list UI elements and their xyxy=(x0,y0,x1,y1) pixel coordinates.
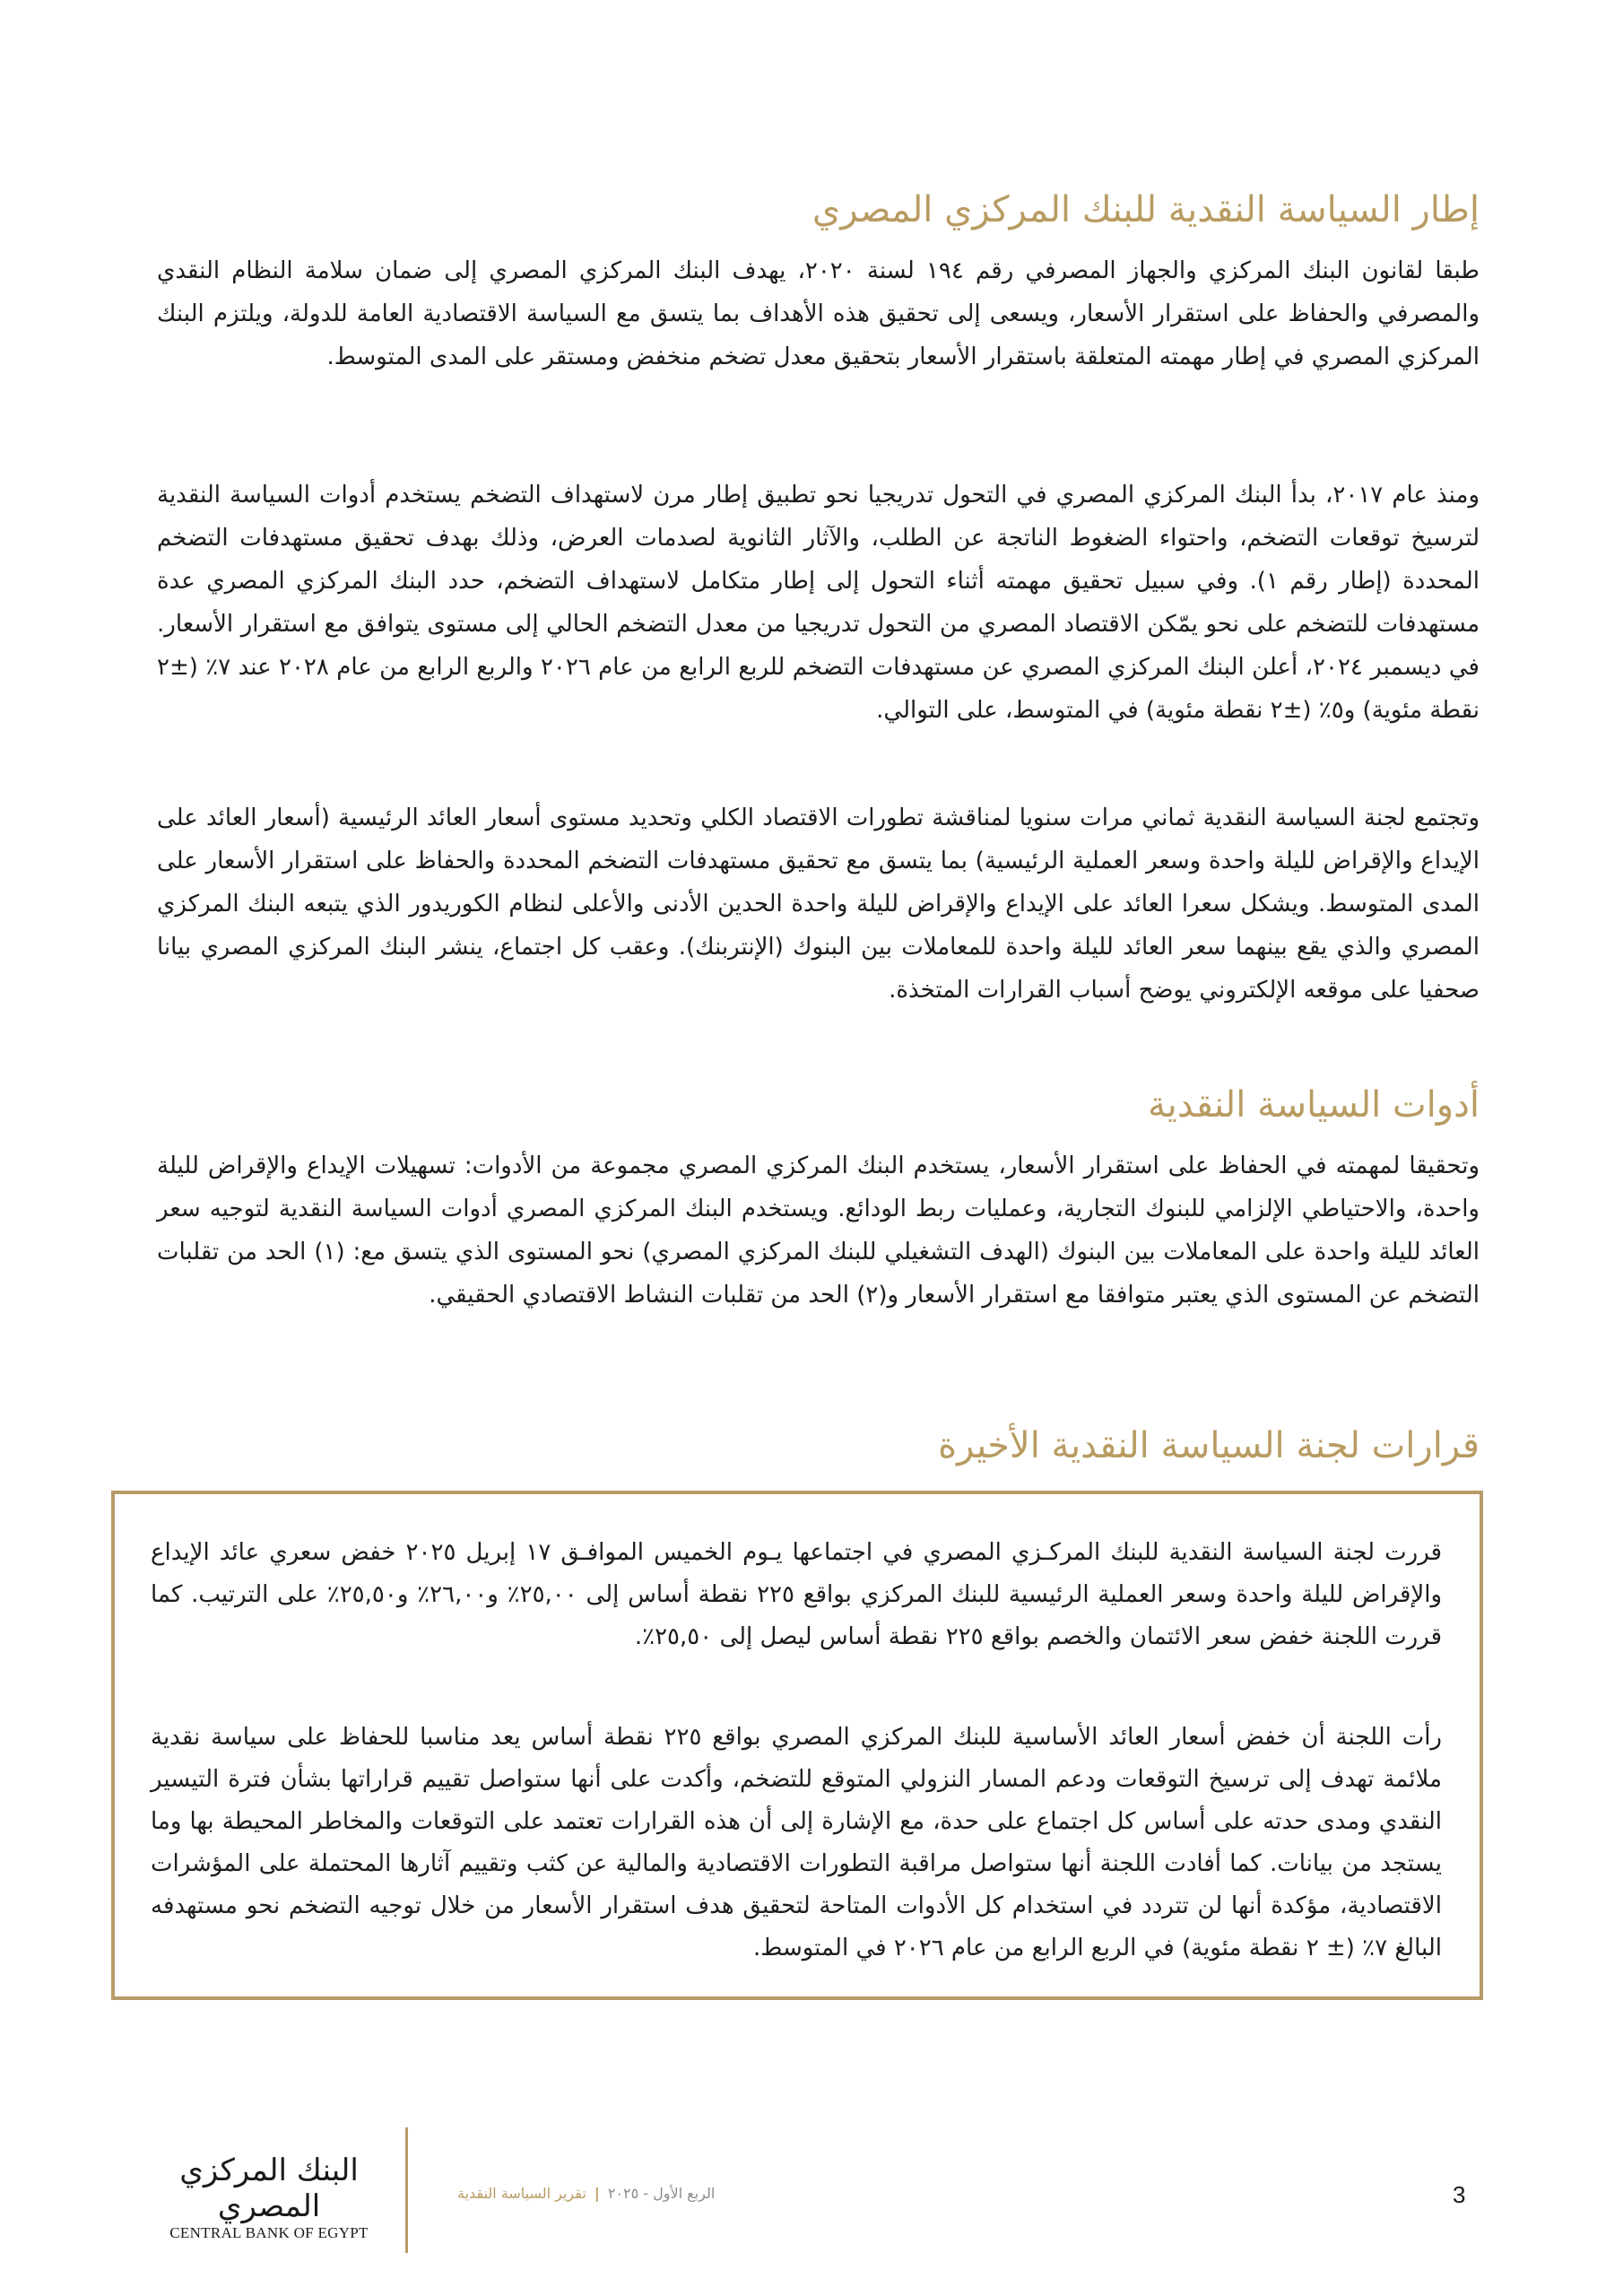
decisions-paragraph-2: رأت اللجنة أن خفض أسعار العائد الأساسية للبنك المركزي المصري بواقع ٢٢٥ نقطة أساس يعد مناسبا للحفاظ على سياسة نقدية ملائمة تهدف إلى ترسيخ التوقعات ودعم المسار النزولي المتوقع للتضخم، وأكدت على أنها ستواصل تقييم قراراتها بشأن فترة التيسير النقدي ومدى حدته على أساس كل اجتماع على حدة، مع الإشارة إلى أن هذه القرارات تعتمد على التوقعات والمخاطر المحيطة بها وما يستجد من بيانات. كما أفادت اللجنة أنها ستواصل مراقبة التطورات الاقتصادية والمالية عن كثب وتقييم آثارها المحتملة على المؤشرات الاقتصادية، مؤكدة أنها لن تتردد في استخدام كل الأدوات المتاحة لتحقيق هدف استقرار الأسعار من خلال توجيه التضخم نحو مستهدفه البالغ ٧٪ (± ٢ نقطة مئوية) في الربع الرابع من عام ٢٠٢٦ في المتوسط. xyxy=(151,1724,1442,1961)
framework-paragraph-2: ومنذ عام ٢٠١٧، بدأ البنك المركزي المصري في التحول تدريجيا نحو تطبيق إطار مرن لاستهداف التضخم يستخدم أدوات السياسة النقدية لترسيخ توقعات التضخم، واحتواء الضغوط الناتجة عن الطلب، والآثار الثانوية لصدمات العرض، وذلك بهدف تحقيق مستهدفات التضخم المحددة (إطار رقم ١). وفي سبيل تحقيق مهمته أثناء التحول إلى إطار متكامل لاستهداف التضخم، حدد البنك المركزي المصري عدة مستهدفات للتضخم على نحو يمّكن الاقتصاد المصري من التحول تدريجيا من معدل التضخم الحالي إلى مستوى يتوافق مع استقرار الأسعار. في ديسمبر ٢٠٢٤، أعلن البنك المركزي المصري عن مستهدفات التضخم للربع الرابع من عام ٢٠٢٦ والربع الرابع من عام ٢٠٢٨ عند ٧٪ (±٢ نقطة مئوية) و٥٪ (±٢ نقطة مئوية) في المتوسط، على التوالي. xyxy=(157,482,1480,724)
section-title-decisions: قرارات لجنة السياسة النقدية الأخيرة xyxy=(938,1425,1480,1466)
footer-report-name: تقرير السياسة النقدية xyxy=(457,2185,586,2202)
footer-divider xyxy=(405,2127,408,2253)
page-number: 3 xyxy=(1453,2181,1466,2208)
section-title-tools: أدوات السياسة النقدية xyxy=(1148,1084,1480,1126)
footer-period: الربع الأول - ٢٠٢٥ xyxy=(607,2185,716,2202)
footer-separator: | xyxy=(594,2185,600,2202)
framework-paragraph-3: وتجتمع لجنة السياسة النقدية ثماني مرات سنويا لمناقشة تطورات الاقتصاد الكلي وتحديد مستوى أسعار العائد الرئيسية (أسعار العائد على الإيداع والإقراض لليلة واحدة وسعر العملية الرئيسية) بما يتسق مع تحقيق مستهدفات التضخم المحددة والحفاظ على استقرار الأسعار على المدى المتوسط. ويشكل سعرا العائد على الإيداع والإقراض لليلة واحدة الحدين الأدنى والأعلى لنظام الكوريدور الذي يتبعه البنك المركزي المصري والذي يقع بينهما سعر العائد لليلة واحدة للمعاملات بين البنوك (الإنتربنك). وعقب كل اجتماع، ينشر البنك المركزي المصري بيانا صحفيا على موقعه الإلكتروني يوضح أسباب القرارات المتخذة. xyxy=(157,804,1480,1004)
decisions-paragraph-1: قررت لجنة السياسة النقدية للبنك المركـزي المصري في اجتماعها يـوم الخميس الموافـق ١٧ إبريل ٢٠٢٥ خفض سعري عائد الإيداع والإقراض لليلة واحدة وسعر العملية الرئيسية للبنك المركزي بواقع ٢٢٥ نقطة أساس إلى ٢٥,٠٠٪ و٢٦,٠٠٪ و٢٥,٥٠٪ على الترتيب. كما قررت اللجنة خفض سعر الائتمان والخصم بواقع ٢٢٥ نقطة أساس ليصل إلى ٢٥,٥٠٪. xyxy=(151,1539,1442,1650)
decisions-box xyxy=(111,1491,1483,2000)
logo-arabic-text: البنك المركزي المصري xyxy=(179,2152,359,2224)
section-title-framework: إطار السياسة النقدية للبنك المركزي المصري xyxy=(812,189,1480,230)
tools-paragraph-1: وتحقيقا لمهمته في الحفاظ على استقرار الأسعار، يستخدم البنك المركزي المصري مجموعة من الأدوات: تسهيلات الإيداع والإقراض لليلة واحدة، والاحتياطي الإلزامي للبنوك التجارية، وعمليات ربط الودائع. ويستخدم البنك المركزي المصري أدوات السياسة النقدية لتوجيه سعر العائد لليلة واحدة على المعاملات بين البنوك (الهدف التشغيلي للبنك المركزي المصري) نحو المستوى الذي يتسق مع: (١) الحد من تقلبات التضخم عن المستوى الذي يعتبر متوافقا مع استقرار الأسعار و(٢) الحد من تقلبات النشاط الاقتصادي الحقيقي. xyxy=(157,1152,1480,1309)
framework-paragraph-1: طبقا لقانون البنك المركزي والجهاز المصرفي رقم ١٩٤ لسنة ٢٠٢٠، يهدف البنك المركزي المصري إلى ضمان سلامة النظام النقدي والمصرفي والحفاظ على استقرار الأسعار، ويسعى إلى تحقيق هذه الأهداف بما يتسق مع السياسة الاقتصادية العامة للدولة، ويلتزم البنك المركزي المصري في إطار مهمته المتعلقة باستقرار الأسعار بتحقيق معدل تضخم منخفض ومستقر على المدى المتوسط. xyxy=(157,257,1480,370)
logo-english-text: CENTRAL BANK OF EGYPT xyxy=(169,2224,369,2241)
footer-report-label xyxy=(457,2185,715,2202)
central-bank-logo xyxy=(161,2152,377,2241)
